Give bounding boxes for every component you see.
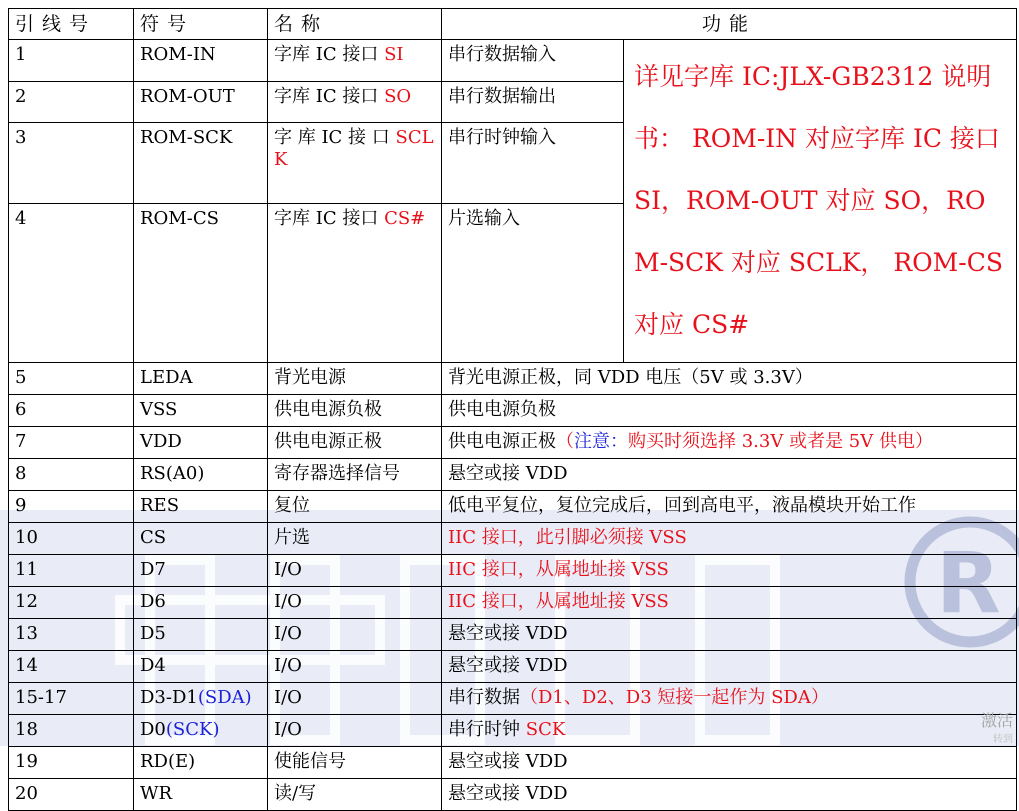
function-cell (442, 123, 624, 204)
pin-number: 12 (15, 591, 38, 612)
table-row (9, 651, 1017, 683)
pin-cell (9, 651, 134, 683)
name-cell (268, 683, 442, 715)
name-cell (268, 459, 442, 491)
table-row (9, 523, 1017, 555)
pin-number: 7 (15, 431, 27, 452)
function-text: 串行时钟输入 (448, 127, 556, 149)
symbol-text: VDD (140, 431, 182, 452)
function-text: 供电电源负极 (448, 399, 556, 420)
function-cell (442, 715, 1017, 747)
function-note: 购买时须选择 3.3V 或者是 5V 供电） (628, 431, 933, 452)
table-header-row (9, 9, 1017, 40)
function-cell (442, 395, 1017, 427)
name-text: I/O (274, 719, 302, 740)
pin-cell (9, 587, 134, 619)
symbol-cell (134, 491, 268, 523)
name-text: I/O (274, 687, 302, 708)
symbol-text: ROM-CS (140, 208, 219, 230)
pin-cell (9, 395, 134, 427)
name-text: 片选 (274, 527, 310, 548)
function-text: 串行数据 (448, 687, 520, 708)
function-text: 悬空或接 VDD (448, 783, 568, 804)
function-highlight: （D1、D2、D3 短接一起作为 SDA） (520, 687, 829, 708)
table-row (9, 715, 1017, 747)
symbol-cell (134, 555, 268, 587)
symbol-text: D5 (140, 623, 166, 644)
pin-cell (9, 40, 134, 82)
symbol-cell (134, 395, 268, 427)
symbol-text: D7 (140, 559, 166, 580)
activation-watermark-sub: 转到 (993, 734, 1013, 745)
function-highlight: （ (556, 431, 574, 452)
function-cell (442, 427, 1017, 459)
table-row (9, 459, 1017, 491)
function-cell (442, 619, 1017, 651)
name-cell (268, 123, 442, 204)
pin-cell (9, 523, 134, 555)
header-symbol: 符号 (134, 9, 268, 40)
symbol-cell (134, 81, 268, 123)
table-row (9, 491, 1017, 523)
name-highlight: SO (384, 85, 412, 107)
table-row (9, 395, 1017, 427)
name-text: I/O (274, 591, 302, 612)
name-cell (268, 204, 442, 363)
pin-number: 10 (15, 527, 38, 548)
pin-number: 8 (15, 463, 27, 484)
symbol-cell (134, 715, 268, 747)
function-text: 悬空或接 VDD (448, 623, 568, 644)
pin-cell (9, 619, 134, 651)
pin-cell (9, 363, 134, 395)
function-cell (442, 523, 1017, 555)
name-cell (268, 491, 442, 523)
pin-number: 13 (15, 623, 38, 644)
function-text: 低电平复位，复位完成后，回到高电平，液晶模块开始工作 (448, 495, 916, 516)
name-text: 字库 IC 接口 (274, 44, 385, 65)
function-cell (442, 651, 1017, 683)
name-cell (268, 619, 442, 651)
function-cell (442, 40, 624, 82)
header-function: 功能 (442, 9, 1017, 40)
header-name: 名称 (268, 9, 442, 40)
symbol-text: D4 (140, 655, 166, 676)
name-highlight: SCLK (274, 127, 434, 171)
name-cell (268, 715, 442, 747)
function-cell (442, 555, 1017, 587)
name-cell (268, 555, 442, 587)
name-cell (268, 395, 442, 427)
table-row (9, 555, 1017, 587)
symbol-cell (134, 363, 268, 395)
function-highlight: IIC 接口，从属地址接 VSS (448, 591, 669, 612)
name-cell (268, 587, 442, 619)
symbol-text: WR (140, 783, 173, 804)
name-text: 字库 IC 接口 (274, 208, 385, 230)
name-text: 复位 (274, 495, 310, 516)
name-text: 寄存器选择信号 (274, 463, 400, 484)
symbol-cell (134, 123, 268, 204)
name-cell (268, 651, 442, 683)
symbol-text: RS(A0) (140, 463, 205, 484)
pin-number: 15-17 (15, 687, 67, 708)
name-text: 背光电源 (274, 367, 346, 388)
function-text: 片选输入 (448, 208, 520, 230)
table-row (9, 683, 1017, 715)
name-text: 字库 IC 接口 (274, 85, 385, 107)
table-row (9, 587, 1017, 619)
symbol-cell (134, 587, 268, 619)
function-text: 供电电源正极 (448, 431, 556, 452)
pin-cell (9, 204, 134, 363)
function-text: 背光电源正极，同 VDD 电压（5V 或 3.3V） (448, 367, 813, 388)
function-cell (442, 81, 624, 123)
symbol-cell (134, 683, 268, 715)
pin-cell (9, 459, 134, 491)
name-text: 供电电源负极 (274, 399, 382, 420)
rom-note-text: 详见字库 IC:JLX-GB2312 说明书： ROM-IN 对应字库 IC 接口 SI，ROM-OUT 对应 SO，ROM-SCK 对应 SCLK， ROM-CS 对应 CS# (634, 62, 1003, 339)
name-text: I/O (274, 623, 302, 644)
pin-cell (9, 747, 134, 779)
symbol-text: D3-D1 (140, 687, 198, 708)
symbol-cell (134, 779, 268, 811)
pin-number: 6 (15, 399, 27, 420)
name-cell (268, 747, 442, 779)
pin-number: 11 (15, 559, 38, 580)
symbol-text: ROM-SCK (140, 127, 233, 149)
symbol-cell (134, 204, 268, 363)
table-row (9, 779, 1017, 811)
function-note-label: 注意： (574, 431, 628, 452)
name-cell (268, 427, 442, 459)
symbol-text: CS (140, 527, 167, 548)
name-text: 供电电源正极 (274, 431, 382, 452)
function-cell (442, 587, 1017, 619)
pin-cell (9, 683, 134, 715)
pin-cell (9, 555, 134, 587)
function-highlight: IIC 接口，此引脚必须接 VSS (448, 527, 687, 548)
symbol-cell (134, 619, 268, 651)
function-highlight: IIC 接口，从属地址接 VSS (448, 559, 669, 580)
table-row (9, 363, 1017, 395)
function-cell (442, 204, 624, 363)
pin-number: 5 (15, 367, 27, 388)
symbol-cell (134, 40, 268, 82)
table-row (9, 747, 1017, 779)
symbol-suffix: (SCK) (165, 719, 220, 740)
pin-number: 19 (15, 751, 38, 772)
table-row (9, 427, 1017, 459)
function-text: 串行时钟 (448, 719, 526, 740)
name-cell (268, 40, 442, 82)
function-text: 串行数据输出 (448, 85, 556, 107)
function-cell (442, 459, 1017, 491)
name-text: 字 库 IC 接 口 (274, 127, 396, 149)
symbol-text: VSS (140, 399, 178, 420)
pin-cell (9, 715, 134, 747)
name-cell (268, 523, 442, 555)
pin-cell (9, 779, 134, 811)
function-cell (442, 683, 1017, 715)
symbol-cell (134, 747, 268, 779)
name-cell (268, 363, 442, 395)
symbol-cell (134, 523, 268, 555)
symbol-text: ROM-IN (140, 44, 216, 65)
pin-number: 3 (15, 127, 27, 149)
symbol-text: RES (140, 495, 180, 516)
function-cell (442, 363, 1017, 395)
symbol-suffix: (SDA) (197, 687, 252, 708)
symbol-cell (134, 651, 268, 683)
function-text: 串行数据输入 (448, 44, 556, 65)
pin-number: 4 (15, 208, 27, 230)
pin-cell (9, 81, 134, 123)
function-cell (442, 491, 1017, 523)
pin-number: 1 (15, 44, 27, 65)
name-highlight: CS# (384, 208, 426, 230)
table-row (9, 619, 1017, 651)
pin-cell (9, 123, 134, 204)
pin-cell (9, 491, 134, 523)
name-text: 读/写 (274, 783, 317, 804)
activation-watermark: 激活 (980, 711, 1013, 730)
pin-number: 20 (15, 783, 38, 804)
name-highlight: SI (384, 44, 404, 65)
name-cell (268, 779, 442, 811)
symbol-cell (134, 459, 268, 491)
function-text: 悬空或接 VDD (448, 463, 568, 484)
pin-table (8, 8, 1017, 811)
pin-cell (9, 427, 134, 459)
name-cell (268, 81, 442, 123)
function-highlight: SCK (525, 719, 566, 740)
name-text: 使能信号 (274, 751, 346, 772)
function-text: 悬空或接 VDD (448, 751, 568, 772)
pin-number: 9 (15, 495, 27, 516)
table-row (9, 40, 1017, 82)
function-cell (442, 747, 1017, 779)
pin-number: 2 (15, 85, 27, 107)
svg-text:R: R (936, 534, 1001, 632)
symbol-text: D6 (140, 591, 166, 612)
symbol-text: D0 (140, 719, 166, 740)
name-text: I/O (274, 655, 302, 676)
symbol-cell (134, 427, 268, 459)
function-cell (442, 779, 1017, 811)
function-text: 悬空或接 VDD (448, 655, 568, 676)
symbol-text: RD(E) (140, 751, 196, 772)
pin-number: 18 (15, 719, 38, 740)
header-pin: 引线号 (9, 9, 134, 40)
rom-note-cell (624, 40, 1017, 363)
symbol-text: LEDA (140, 367, 193, 388)
symbol-text: ROM-OUT (140, 85, 235, 107)
name-text: I/O (274, 559, 302, 580)
pin-number: 14 (15, 655, 38, 676)
